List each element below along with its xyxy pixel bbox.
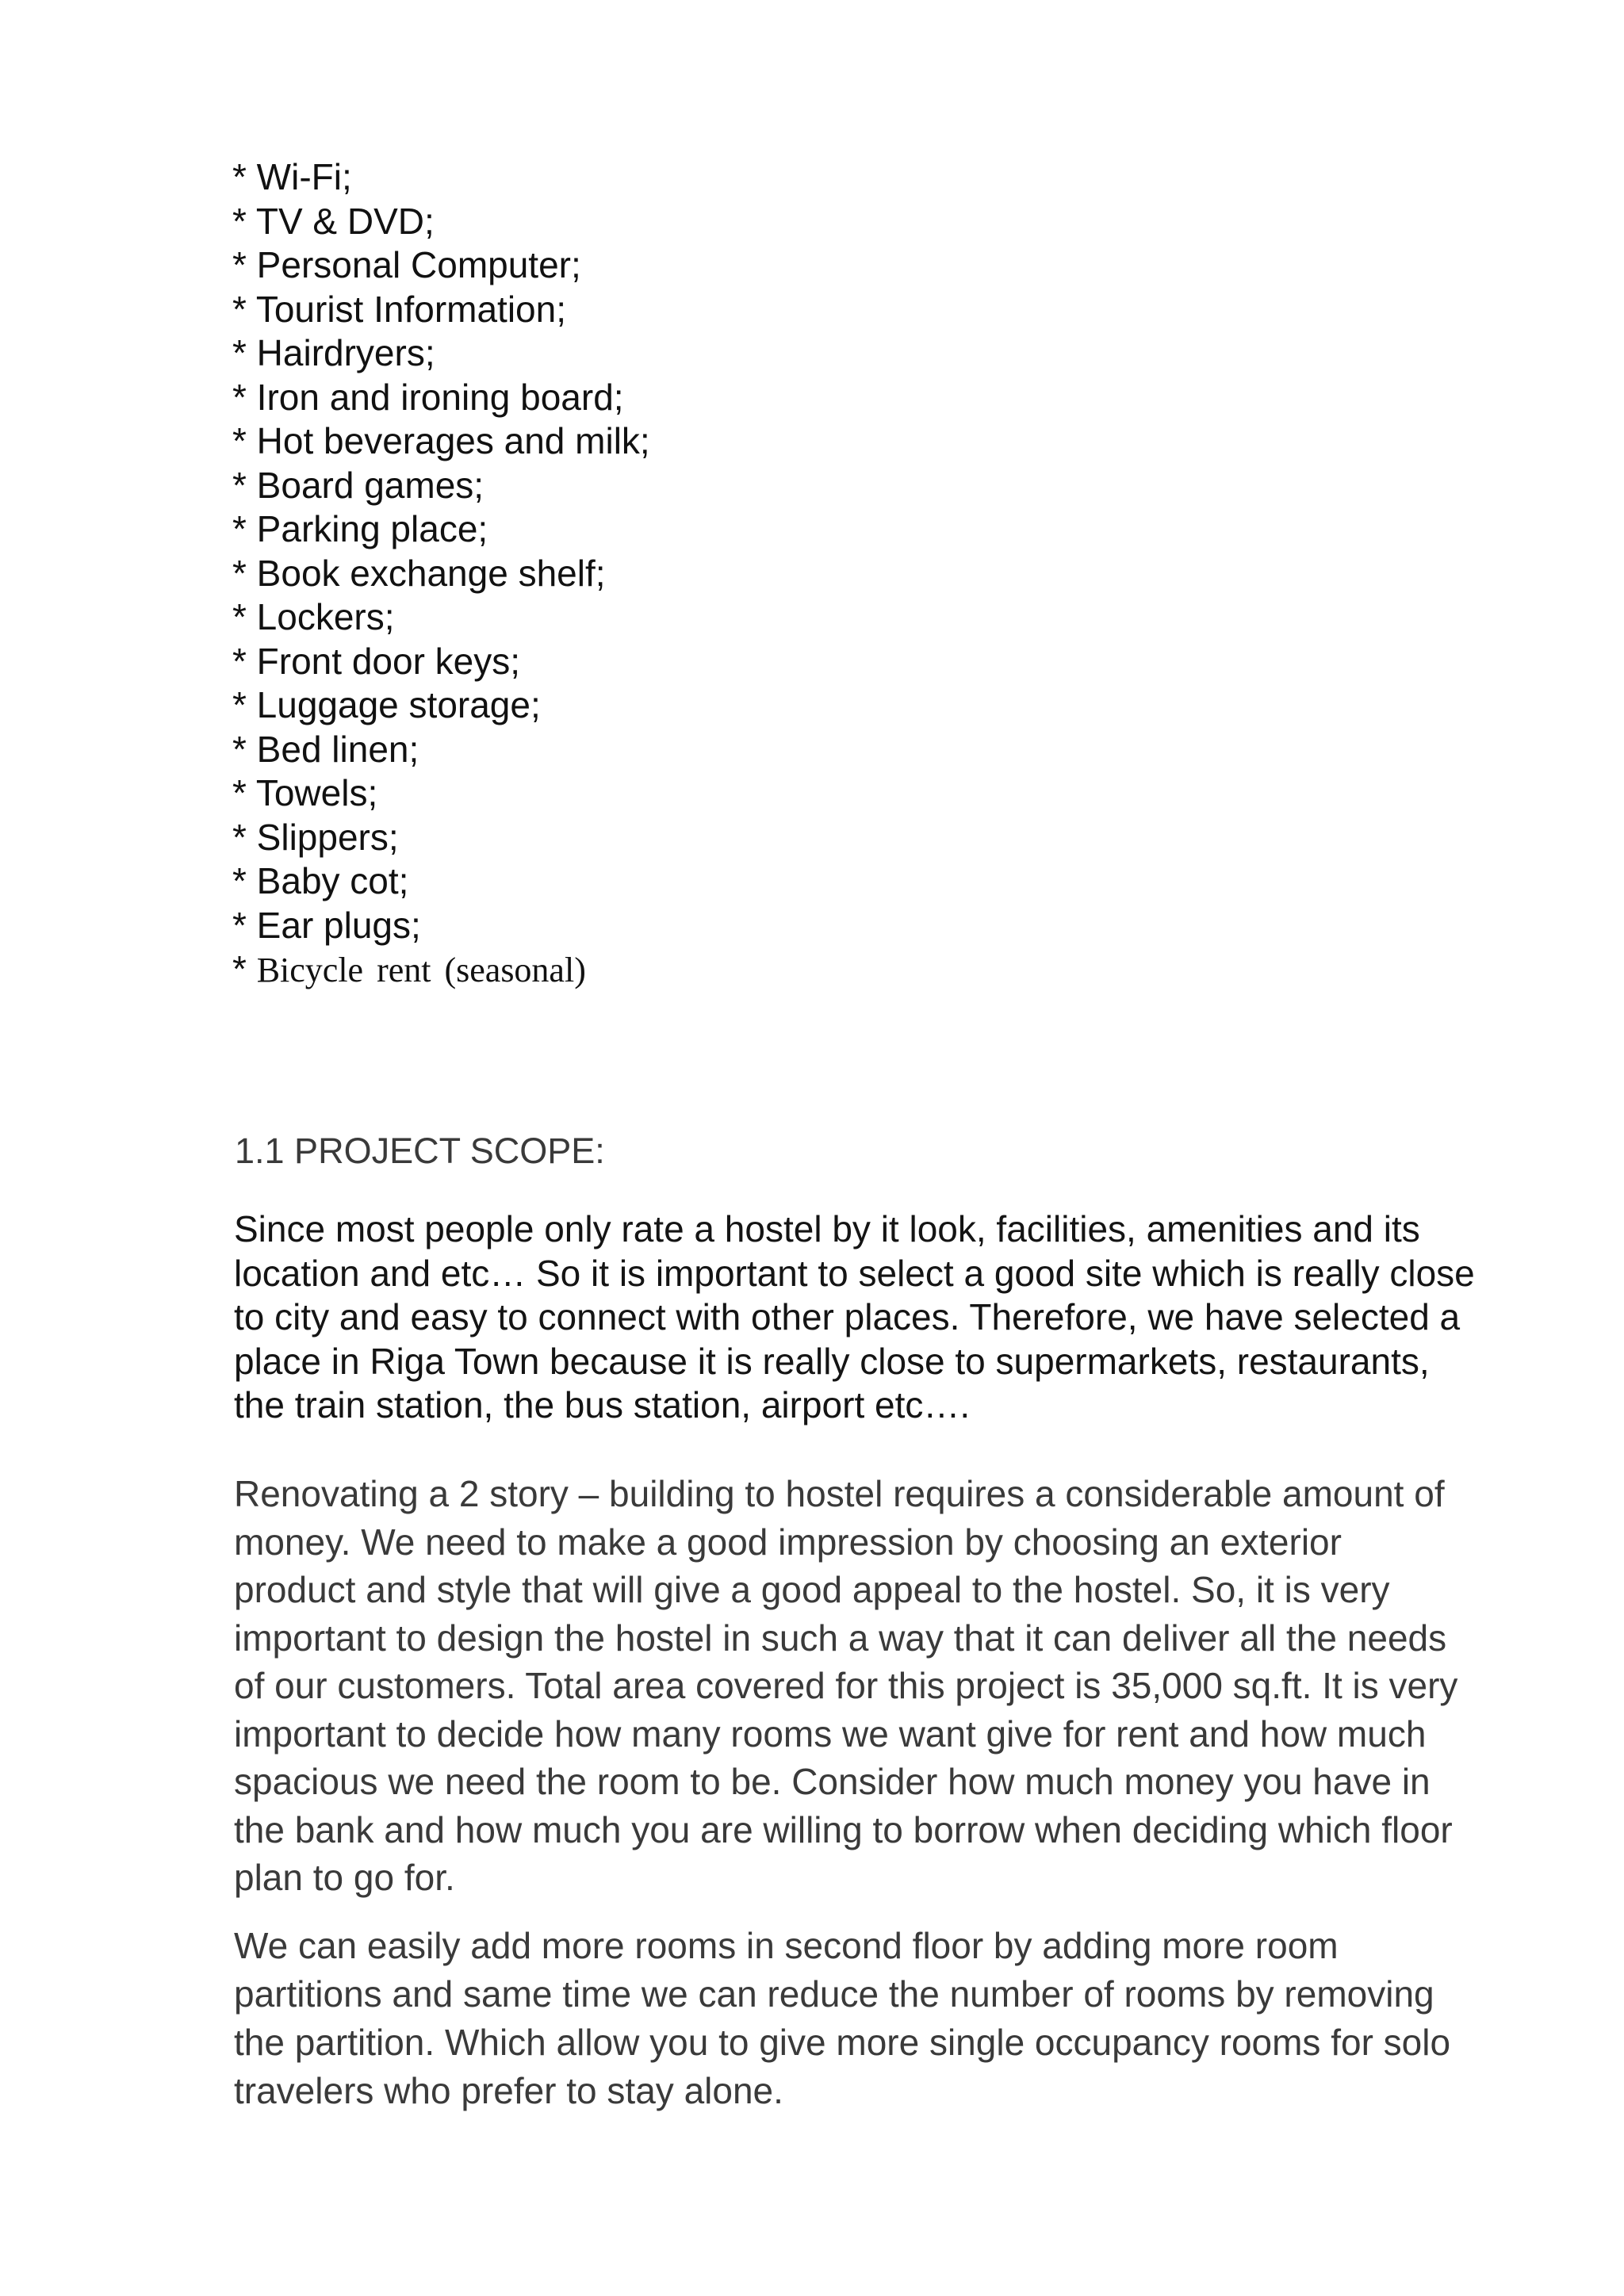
paragraph-line: place in Riga Town because it is really close to supermarkets, restaurants, (234, 1340, 1430, 1382)
amenities-list (232, 155, 650, 993)
paragraph-line: We can easily add more rooms in second floor by adding more room (234, 1925, 1339, 1966)
list-item: * Luggage storage; (232, 684, 541, 725)
list-item: * Wi-Fi; (232, 156, 352, 197)
paragraph-line: the bank and how much you are willing to borrow when deciding which floor (234, 1808, 1453, 1850)
list-item: * TV & DVD; (232, 200, 435, 242)
paragraph-line: the partition. Which allow you to give more single occupancy rooms for solo (234, 2022, 1451, 2063)
paragraph-line: Since most people only rate a hostel by it look, facilities, amenities and its (234, 1208, 1420, 1249)
paragraph-line: the train station, the bus station, airport etc…. (234, 1384, 971, 1425)
list-item: * Personal Computer; (232, 244, 581, 285)
list-item: * Tourist Information; (232, 288, 567, 330)
paragraph-line: money. We need to make a good impression by choosing an exterior (234, 1521, 1342, 1563)
list-item: * Towels; (232, 772, 378, 813)
list-item: * Hairdryers; (232, 332, 435, 373)
list-item-last (232, 947, 650, 993)
paragraph-line: to city and easy to connect with other places. Therefore, we have selected a (234, 1296, 1461, 1337)
list-item: * Lockers; (232, 596, 395, 637)
paragraph-line: travelers who prefer to stay alone. (234, 2070, 783, 2111)
list-item: * Book exchange shelf; (232, 552, 606, 594)
paragraph-line: product and style that will give a good appeal to the hostel. So, it is very (234, 1569, 1390, 1610)
list-item-bullet: * (232, 948, 257, 989)
paragraph-line: of our customers. Total area covered for this project is 35,000 sq.ft. It is very (234, 1665, 1458, 1706)
section-heading: 1.1 PROJECT SCOPE: (235, 1131, 605, 1171)
paragraph-renovation (234, 1470, 1457, 1902)
list-item: * Baby cot; (232, 860, 409, 901)
list-item: * Bed linen; (232, 728, 419, 770)
paragraph-line: important to decide how many rooms we want give for rent and how much (234, 1712, 1427, 1755)
list-item: * Board games; (232, 464, 485, 506)
paragraph-line: Renovating a 2 story – building to hostel requires a considerable amount of (234, 1473, 1445, 1514)
paragraph-line: important to design the hostel in such a way that it can deliver all the needs (234, 1617, 1447, 1659)
paragraph-room-partitions (234, 1922, 1450, 2115)
list-item: * Front door keys; (232, 640, 521, 682)
list-item: * Parking place; (232, 508, 488, 549)
paragraph-line: location and etc… So it is important to select a good site which is really close (234, 1252, 1475, 1294)
list-item-serif-text: Bicycle rent (seasonal) (256, 951, 586, 989)
list-item: * Hot beverages and milk; (232, 420, 650, 461)
paragraph-site-selection (234, 1207, 1475, 1428)
paragraph-line: spacious we need the room to be. Consider how much money you have in (234, 1761, 1431, 1802)
list-item: * Iron and ironing board; (232, 376, 624, 418)
list-item: * Slippers; (232, 816, 399, 858)
list-item: * Ear plugs; (232, 904, 421, 946)
paragraph-line: plan to go for. (234, 1857, 455, 1898)
paragraph-line: partitions and same time we can reduce the number of rooms by removing (234, 1973, 1434, 2015)
